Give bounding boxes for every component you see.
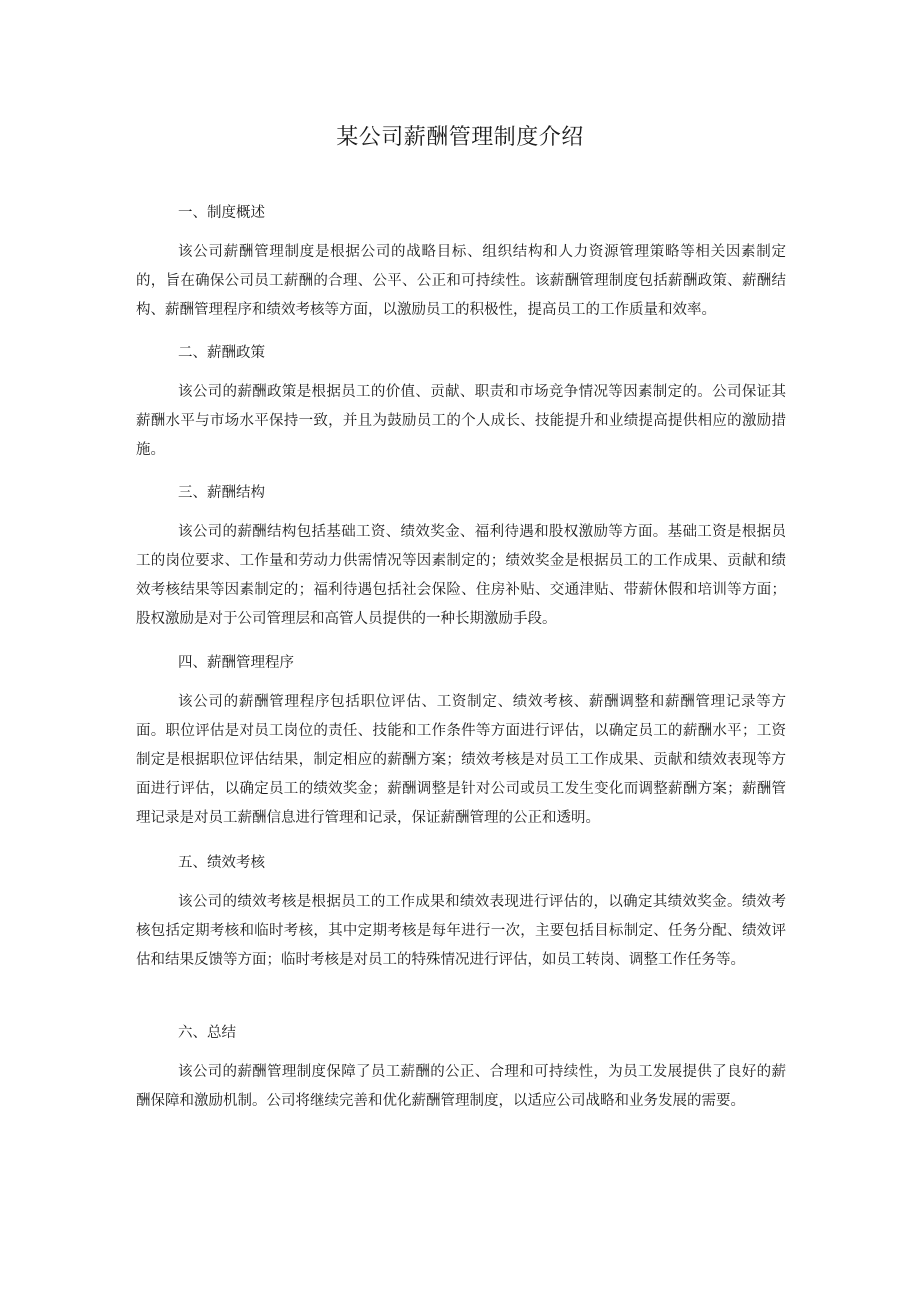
section-body-policy: 该公司的薪酬政策是根据员工的价值、贡献、职责和市场竞争情况等因素制定的。公司保证其薪酬水平与市场水平保持一致，并且为鼓励员工的个人成长、技能提升和业绩提高提供相应的激励措施。 (136, 384, 786, 458)
section-heading-performance: 五、绩效考核 (178, 855, 265, 871)
section-heading-procedure: 四、薪酬管理程序 (178, 655, 294, 671)
section-heading-summary: 六、总结 (178, 1025, 236, 1041)
section-body-performance: 该公司的绩效考核是根据员工的工作成果和绩效表现进行评估的，以确定其绩效奖金。绩效考核包括定期考核和临时考核，其中定期考核是每年进行一次，主要包括目标制定、任务分配、绩效评估和结果反馈等方面；临时考核是对员工的特殊情况进行评估，如员工转岗、调整工作任务等。 (136, 894, 786, 968)
section-heading-structure: 三、薪酬结构 (178, 485, 265, 501)
section-heading-overview: 一、制度概述 (178, 205, 265, 221)
section-body-summary: 该公司的薪酬管理制度保障了员工薪酬的公正、合理和可持续性，为员工发展提供了良好的薪酬保障和激励机制。公司将继续完善和优化薪酬管理制度，以适应公司战略和业务发展的需要。 (136, 1064, 786, 1109)
section-heading-policy: 二、薪酬政策 (178, 345, 265, 361)
section-body-overview: 该公司薪酬管理制度是根据公司的战略目标、组织结构和人力资源管理策略等相关因素制定的，旨在确保公司员工薪酬的合理、公平、公正和可持续性。该薪酬管理制度包括薪酬政策、薪酬结构、薪酬管理程序和绩效考核等方面，以激励员工的积极性，提高员工的工作质量和效率。 (136, 244, 786, 318)
document-title: 某公司薪酬管理制度介绍 (336, 125, 584, 150)
section-body-structure: 该公司的薪酬结构包括基础工资、绩效奖金、福利待遇和股权激励等方面。基础工资是根据员工的岗位要求、工作量和劳动力供需情况等因素制定的；绩效奖金是根据员工的工作成果、贡献和绩效考核结果等因素制定的；福利待遇包括社会保险、住房补贴、交通津贴、带薪休假和培训等方面；股权激励是对于公司管理层和高管人员提供的一种长期激励手段。 (136, 524, 786, 627)
section-body-procedure: 该公司的薪酬管理程序包括职位评估、工资制定、绩效考核、薪酬调整和薪酬管理记录等方面。职位评估是对员工岗位的责任、技能和工作条件等方面进行评估，以确定员工的薪酬水平；工资制定是根据职位评估结果，制定相应的薪酬方案；绩效考核是对员工工作成果、贡献和绩效表现等方面进行评估，以确定员工的绩效奖金；薪酬调整是针对公司或员工发生变化而调整薪酬方案；薪酬管理记录是对员工薪酬信息进行管理和记录，保证薪酬管理的公正和透明。 (136, 694, 786, 826)
